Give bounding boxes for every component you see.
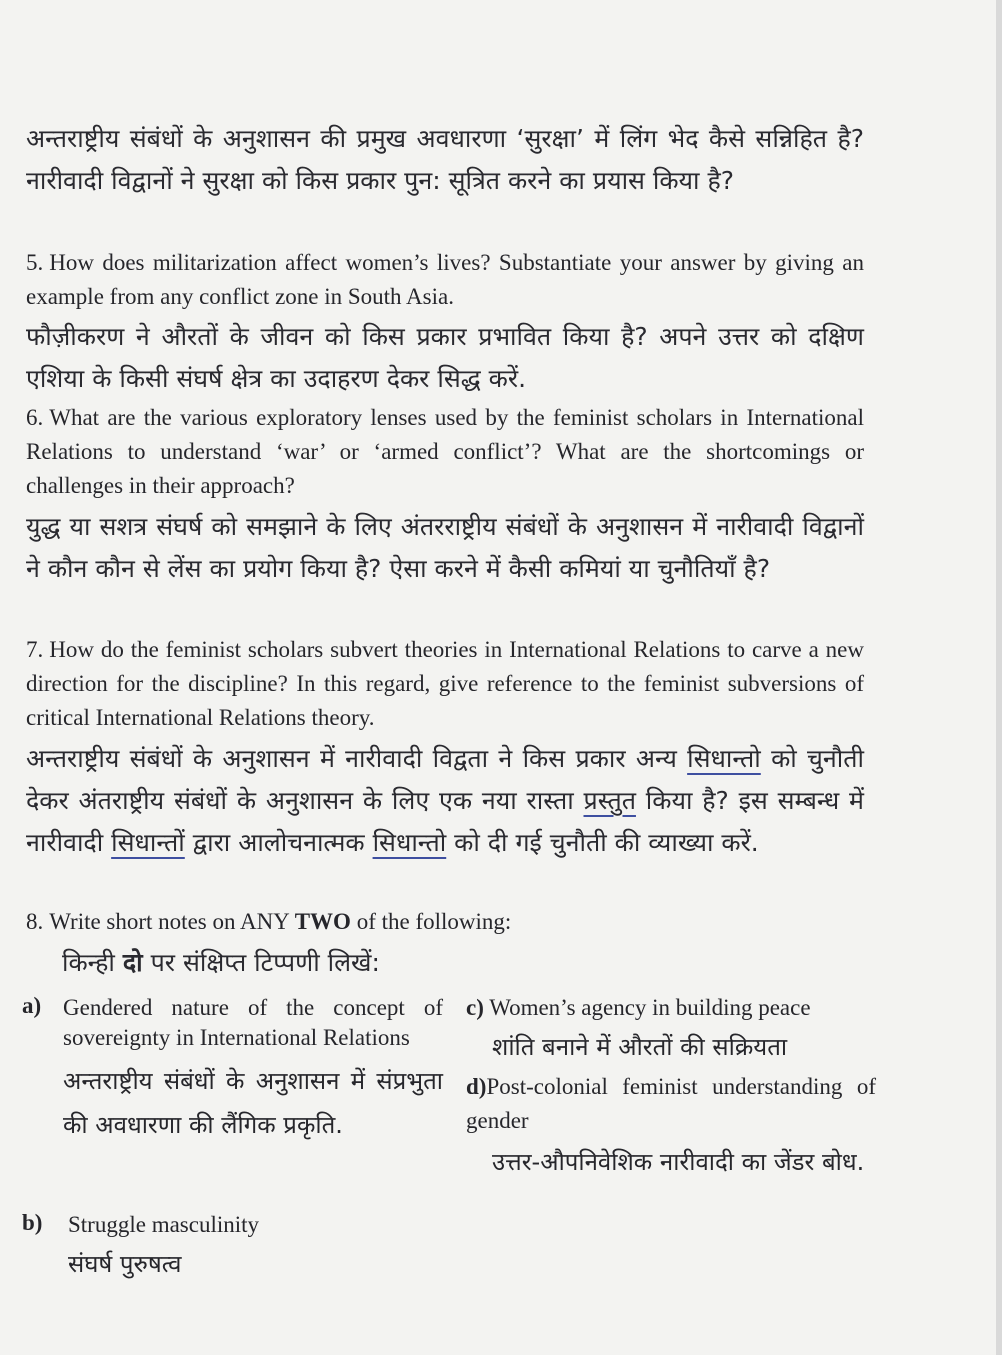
option-text: Women’s agency in building peace xyxy=(489,995,811,1020)
option-letter: a) xyxy=(22,993,42,1018)
emphasis-text: दो xyxy=(122,948,143,977)
question-number: 6. xyxy=(26,405,44,430)
option-c xyxy=(466,993,876,1069)
question-7-english xyxy=(26,633,864,735)
option-hindi: अन्तराष्ट्रीय संबंधों के अनुशासन में संप्रभुता की अवधारणा की लैंगिक प्रकृति. xyxy=(63,1067,443,1139)
emphasis-text: TWO xyxy=(294,909,351,934)
underlined-word: प्रस्तुत xyxy=(583,786,636,815)
option-english: Gendered nature of the concept of sovereignty in International Relations xyxy=(63,995,443,1050)
question-8-english xyxy=(26,905,864,939)
question-8-hindi xyxy=(62,942,662,984)
hindi-text: अन्तराष्ट्रीय संबंधों के अनुशासन में नारीवादी विद्वता ने किस प्रकार अन्य xyxy=(26,744,688,773)
option-text: Post-colonial feminist understanding of gender xyxy=(466,1074,876,1133)
hindi-text: किन्ही xyxy=(62,948,123,977)
question-text: How do the feminist scholars subvert theories in International Relations to carve a new direction for the discipline? In this regard, give reference to the feminist subversions of critical International Relations theory. xyxy=(26,637,864,730)
hindi-text: किया है? इस सम्बन्ध में नारीवादी xyxy=(26,786,864,857)
question-5-english xyxy=(26,246,864,314)
option-letter: d) xyxy=(466,1074,487,1099)
option-hindi: उत्तर-औपनिवेशिक नारीवादी का जेंडर बोध. xyxy=(492,1148,865,1176)
underlined-word: सिधान्तों xyxy=(111,828,185,857)
option-english xyxy=(466,1070,876,1138)
question-6-english xyxy=(26,401,864,503)
question-number: 8. xyxy=(26,909,44,934)
question-5-hindi: फौज़ीकरण ने औरतों के जीवन को किस प्रकार प्रभावित किया है? अपने उत्तर को दक्षिण एशिया के किसी संघर्ष क्षेत्र का उदाहरण देकर सिद्ध करें. xyxy=(26,322,864,393)
option-english: Struggle masculinity xyxy=(68,1212,260,1237)
option-english xyxy=(466,993,876,1023)
option-hindi: संघर्ष पुरुषत्व xyxy=(68,1250,182,1278)
question-text: Write short notes on ANY xyxy=(49,909,295,934)
hindi-text: पर संक्षिप्त टिप्पणी लिखें: xyxy=(142,948,380,977)
option-hindi: शांति बनाने में औरतों की सक्रियता xyxy=(492,1033,788,1061)
question-6-hindi: युद्ध या सशत्र संघर्ष को समझाने के लिए अंतरराष्ट्रीय संबंधों के अनुशासन में नारीवादी विद्वानों ने कौन कौन से लेंस का प्रयोग किया है? ऐसा करने में कैसी कमियां या चुनौतियाँ है? xyxy=(26,512,864,583)
underlined-word: सिधान्तो xyxy=(372,828,447,857)
question-number: 5. xyxy=(26,250,44,275)
hindi-text: द्वारा आलोचनात्मक xyxy=(184,828,373,857)
question-text: What are the various exploratory lenses used by the feminist scholars in International Relations to understand ‘war’ or ‘armed conflict’? What are the shortcomings or challenges in their approach? xyxy=(26,405,864,498)
q4-hindi-text: अन्तराष्ट्रीय संबंधों के अनुशासन की प्रमुख अवधारणा ‘सुरक्षा’ में लिंग भेद कैसे सन्निहित है? नारीवादी विद्वानों ने सुरक्षा को किस प्रकार पुन: सूत्रित करने का प्रयास किया है? xyxy=(26,124,864,195)
option-letter: c) xyxy=(466,995,484,1020)
hindi-text: को दी गई चुनौती की व्याख्या करें. xyxy=(446,828,759,857)
option-letter: b) xyxy=(22,1210,43,1235)
option-d xyxy=(466,1070,876,1184)
question-number: 7. xyxy=(26,637,44,662)
page-edge-shadow xyxy=(996,0,1002,1355)
underlined-word: सिधान्तो xyxy=(687,744,761,773)
question-7-hindi xyxy=(26,738,864,864)
question-text: How does militarization affect women’s lives? Substantiate your answer by giving an example from any conflict zone in South Asia. xyxy=(26,250,864,309)
question-text: of the following: xyxy=(350,909,512,934)
hindi-text: को चुनौती देकर अंतराष्ट्रीय संबंधों के अनुशासन के लिए एक नया रास्ता xyxy=(26,744,864,815)
